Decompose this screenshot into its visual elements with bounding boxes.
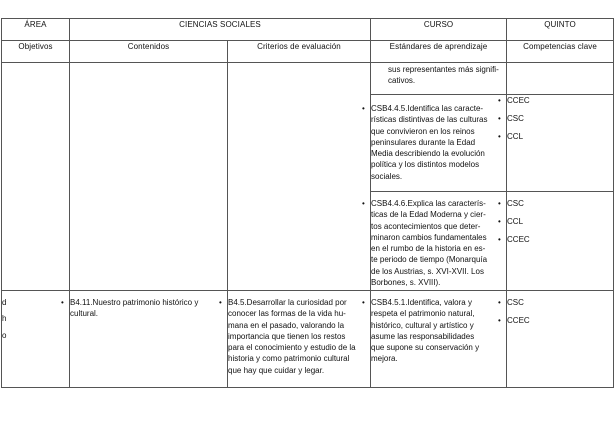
criterio-line: para el conocimiento y estudio de la <box>228 343 356 353</box>
competencia-item: • CCL <box>507 131 613 142</box>
objetivo-item: • h <box>2 313 69 324</box>
estandar-line: asume las responsabilidades <box>371 331 475 341</box>
estandar-line: Media describiendo la evolución <box>371 149 485 159</box>
estandar-line: tos acontecimientos que deter- <box>371 221 481 231</box>
estandar-line: te periodo de tiempo (Monarquía <box>371 255 488 265</box>
competencia-item: • CSC <box>507 113 613 124</box>
criterios-cell <box>228 291 371 388</box>
competencia-item: • CCEC <box>507 315 613 326</box>
criterio-line: importancia que tienen los restos <box>228 331 346 341</box>
curriculum-table <box>1 18 614 388</box>
competencias-cell <box>507 291 614 388</box>
col-criterios: Criterios de evaluación <box>228 41 371 63</box>
estandar-line: ticas de la Edad Moderna y cier- <box>371 210 486 220</box>
col-competencias: Competencias clave <box>507 41 614 63</box>
estandar-line: • CSB4.4.5.Identifica las caracte- <box>371 104 484 113</box>
course-label: CURSO <box>371 19 507 41</box>
estandar-line: cativos. <box>388 76 416 86</box>
criterios-cell-empty <box>228 63 371 291</box>
competencia-item: • CCEC <box>507 95 613 106</box>
estandar-line: política y los distintos modelos <box>371 160 480 170</box>
estandar-line: que supone su conservación y <box>371 343 480 353</box>
area-label: ÁREA <box>2 19 70 41</box>
estandar-line: mejora. <box>371 354 398 364</box>
competencias-cell <box>507 192 614 291</box>
estandar-cell <box>371 63 507 95</box>
criterio-line: mana en el pasado, valorando la <box>228 320 345 330</box>
column-header-row <box>2 41 614 63</box>
criterio-line: que hay que cuidar y legar. <box>228 365 325 375</box>
estandar-line: de los Austrias, s. XVI-XVII. Los <box>371 266 484 276</box>
col-contenidos: Contenidos <box>70 41 228 63</box>
contenido-item <box>70 297 227 320</box>
competencia-item: • CSC <box>507 198 613 209</box>
estandar-item <box>371 297 506 365</box>
objetivos-cell <box>2 291 70 388</box>
objetivo-item: • o <box>2 330 69 341</box>
estandar-item <box>371 198 506 288</box>
estandar-line: en el rumbo de la historia en es- <box>371 244 486 254</box>
estandar-line: • CSB4.4.6.Explica las caracterís- <box>371 199 486 208</box>
table-row <box>2 291 614 388</box>
criterio-line: • B4.5.Desarrollar la curiosidad por <box>228 298 347 307</box>
subject-title: CIENCIAS SOCIALES <box>70 19 371 41</box>
course-value: QUINTO <box>507 19 614 41</box>
objetivos-cell-empty <box>2 63 70 291</box>
contenido-line: • B4.11.Nuestro patrimonio histórico y <box>70 298 199 307</box>
criterio-line: conocer las formas de la vida hu- <box>228 309 346 319</box>
estandar-line: minaron cambios fundamentales <box>371 232 487 242</box>
col-estandares: Estándares de aprendizaje <box>371 41 507 63</box>
estandar-line: Borbones, s. XVIII). <box>371 278 441 288</box>
estandar-line: que convivieron en los reinos <box>371 126 475 136</box>
estandar-line: • CSB4.5.1.Identifica, valora y <box>371 298 472 307</box>
contenidos-cell-empty <box>70 63 228 291</box>
competencias-cell-empty <box>507 63 614 95</box>
estandar-line: peninsulares durante la Edad <box>371 137 476 147</box>
objetivo-item: • d <box>2 297 69 308</box>
estandar-cell <box>371 95 507 192</box>
estandar-line: rísticas distintivas de las culturas <box>371 115 488 125</box>
criterio-line: historia y como patrimonio cultural <box>228 354 350 364</box>
header-row <box>2 19 614 41</box>
competencia-item: • CCL <box>507 216 613 227</box>
criterio-item <box>228 297 370 376</box>
estandar-line: sociales. <box>371 171 403 181</box>
contenidos-cell <box>70 291 228 388</box>
estandar-line: histórico, cultural y artístico y <box>371 320 474 330</box>
estandar-line: respeta el patrimonio natural, <box>371 309 475 319</box>
estandar-item <box>371 103 506 182</box>
col-objetivos: Objetivos <box>2 41 70 63</box>
table-row <box>2 63 614 95</box>
estandar-line: sus representantes más signifi- <box>388 65 499 74</box>
estandar-cell <box>371 192 507 291</box>
competencias-cell <box>507 95 614 192</box>
competencia-item: • CSC <box>507 297 613 308</box>
estandar-cell <box>371 291 507 388</box>
competencia-item: • CCEC <box>507 234 613 245</box>
contenido-line: cultural. <box>70 309 99 319</box>
